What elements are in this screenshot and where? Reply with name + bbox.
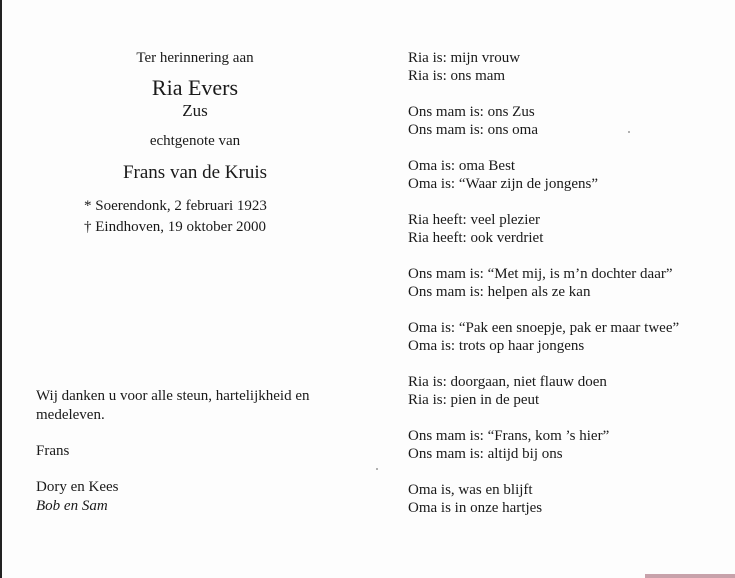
poem-line: Ria is: pien in de peut (408, 392, 540, 408)
poem-stanza (408, 427, 728, 463)
intro-text: Ter herinnering aan (136, 50, 254, 66)
poem-line: Ria is: doorgaan, niet flauw doen (408, 374, 607, 390)
poem-line: Ria heeft: ook verdriet (408, 230, 544, 246)
paper-speck (376, 468, 378, 470)
deceased-nickname: Zus (182, 101, 208, 120)
poem-stanza (408, 103, 728, 139)
signature-frans: Frans (36, 443, 70, 459)
poem-line: Ons mam is: “Frans, kom ’s hier” (408, 428, 610, 444)
birth-line: * Soerendonk, 2 februari 1923 (84, 198, 267, 214)
bottom-edge-mark (645, 574, 735, 578)
deceased-name: Ria Evers (151, 75, 239, 100)
memorial-heading (30, 48, 360, 238)
spouse-label: echtgenote van (149, 133, 241, 149)
poem-line: Oma is: trots op haar jongens (408, 338, 585, 354)
life-dates (30, 196, 360, 238)
poem-stanza (408, 373, 728, 409)
poem-stanza (408, 49, 728, 85)
poem-stanza (408, 481, 728, 517)
poem-line: Ria is: mijn vrouw (408, 50, 521, 66)
poem-line: Ons mam is: “Met mij, is m’n dochter daar” (408, 266, 673, 282)
signature-grandchildren: Bob en Sam (36, 498, 108, 514)
death-line: † Eindhoven, 19 oktober 2000 (84, 219, 267, 235)
poem-line: Ons mam is: altijd bij ons (408, 446, 563, 462)
poem-line: Oma is in onze hartjes (408, 500, 543, 516)
poem-line: Ons mam is: ons Zus (408, 104, 535, 120)
poem-line: Oma is, was en blijft (408, 482, 533, 498)
poem-line: Oma is: oma Best (408, 158, 516, 174)
left-edge-border (0, 0, 2, 578)
thank-you-text: Wij danken u voor alle steun, hartelijkheid en medeleven. (36, 388, 310, 423)
poem-stanza (408, 157, 728, 193)
thank-you-section (36, 387, 356, 516)
poem-line: Ria is: ons mam (408, 68, 506, 84)
poem-line: Ria heeft: veel plezier (408, 212, 541, 228)
poem-line: Ons mam is: helpen als ze kan (408, 284, 591, 300)
poem-line: Oma is: “Waar zijn de jongens” (408, 176, 598, 192)
poem-stanza (408, 211, 728, 247)
paper-speck (628, 131, 630, 133)
signature-children: Dory en Kees (36, 479, 119, 495)
poem-line: Ons mam is: ons oma (408, 122, 538, 138)
poem-line: Oma is: “Pak een snoepje, pak er maar twee” (408, 320, 680, 336)
poem-stanza (408, 265, 728, 301)
poem-stanza (408, 319, 728, 355)
spouse-name: Frans van de Kruis (122, 162, 268, 183)
poem (408, 49, 728, 535)
